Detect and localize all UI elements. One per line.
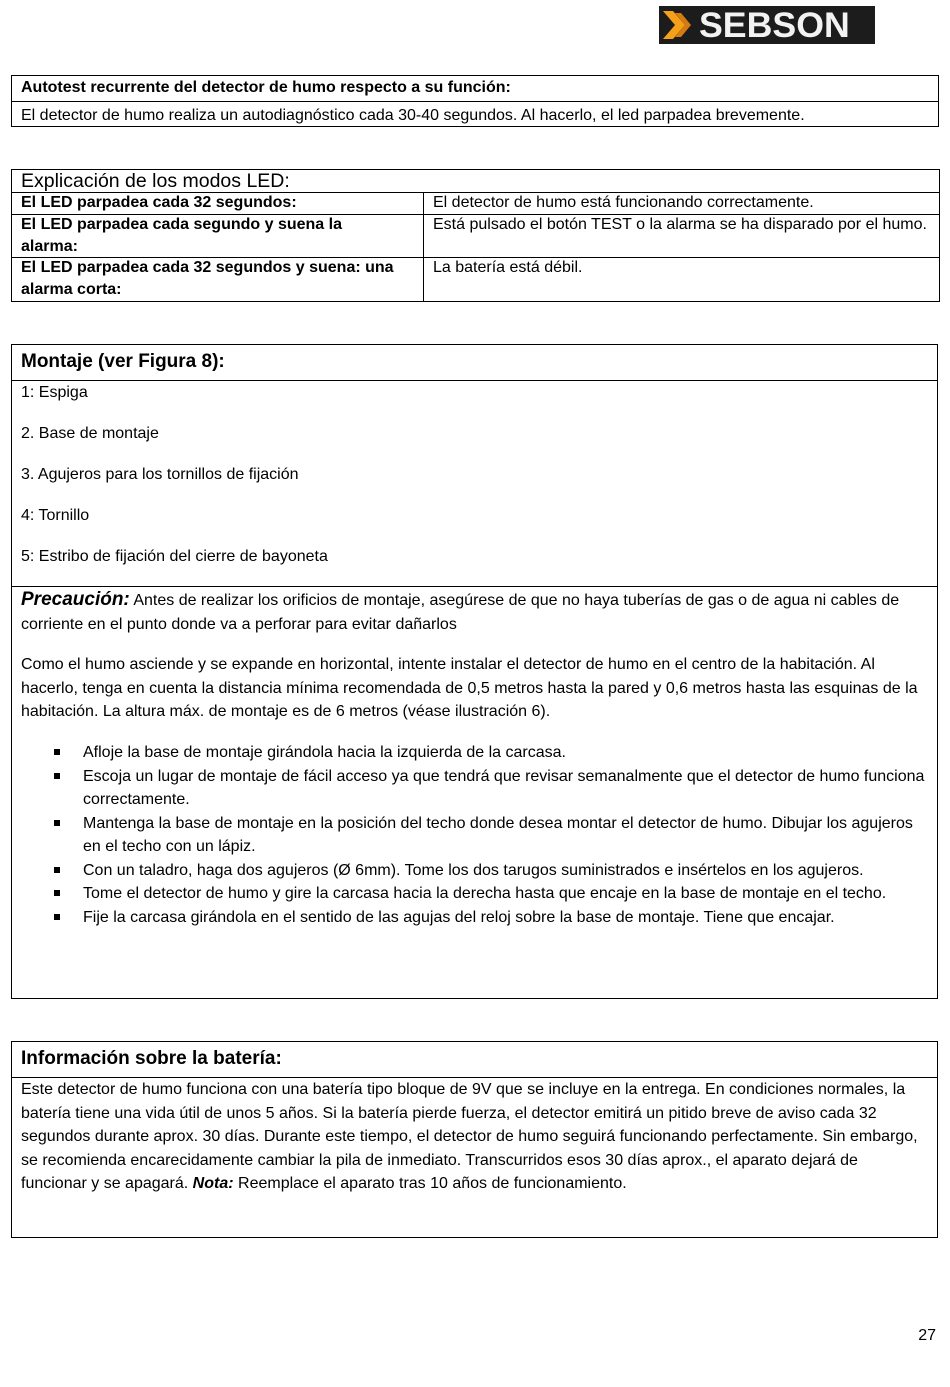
mounting-step: Tome el detector de humo y gire la carcasa hacia la derecha hasta que encaje en la base de montaje en el techo. (54, 882, 925, 906)
led-mode-1: El LED parpadea cada 32 segundos: (21, 194, 297, 211)
led-modes-heading: Explicación de los modos LED: (21, 170, 290, 192)
mounting-step: Afloje la base de montaje girándola hacia la izquierda de la carcasa. (54, 741, 925, 765)
led-meaning-2: Está pulsado el botón TEST o la alarma se ha disparado por el humo. (433, 216, 927, 233)
page-number: 27 (918, 1327, 936, 1344)
brand-name: SEBSON (699, 6, 850, 45)
chevron-logo-icon (661, 9, 701, 41)
mounting-section (11, 344, 938, 999)
led-meaning-3: La batería está débil. (433, 259, 583, 276)
mounting-step: Escoja un lugar de montaje de fácil acceso ya que tendrá que revisar semanalmente que el detector de humo funciona correctamente. (54, 765, 925, 812)
battery-paragraph (21, 1078, 927, 1196)
battery-note-text: Reemplace el aparato tras 10 años de funcionamiento. (233, 1175, 627, 1192)
led-meaning-1: El detector de humo está funcionando correctamente. (433, 194, 814, 211)
led-mode-2: El LED parpadea cada segundo y suena la alarma: (21, 216, 342, 255)
battery-note-label: Nota: (192, 1175, 234, 1192)
autotest-section (11, 75, 939, 127)
placement-paragraph: Como el humo asciende y se expande en horizontal, intente instalar el detector de humo en el centro de la habitación. Al hacerlo, tenga en cuenta la distancia mínima recomendada de 0,5 metros hasta la pared y 0,6 metros hasta las esquinas de la habitación. La altura máx. de montaje es de 6 metros (véase ilustración 6). (21, 656, 918, 720)
mounting-step: Con un taladro, haga dos agujeros (Ø 6mm). Tome los dos tarugos suministrados e insértelos en los agujeros. (54, 859, 925, 883)
battery-heading: Información sobre la batería: (21, 1048, 282, 1069)
led-modes-table (11, 169, 940, 302)
caution-label: Precaución: (21, 589, 130, 610)
mounting-part-2: 2. Base de montaje (21, 425, 159, 442)
mounting-part-4: 4: Tornillo (21, 507, 90, 524)
mounting-step: Mantenga la base de montaje en la posición del techo donde desea montar el detector de humo. Dibujar los agujeros en el techo con un lápiz. (54, 812, 925, 859)
caution-paragraph (21, 588, 929, 637)
led-mode-3: El LED parpadea cada 32 segundos y suena: una alarma corta: (21, 259, 394, 298)
brand-logo (659, 6, 875, 44)
mounting-part-5: 5: Estribo de fijación del cierre de bayoneta (21, 548, 328, 565)
caution-text: Antes de realizar los orificios de montaje, asegúrese de que no haya tuberías de gas o de agua ni cables de corriente en el punto donde va a perforar para evitar dañarlos (21, 592, 900, 633)
mounting-part-3: 3. Agujeros para los tornillos de fijación (21, 466, 299, 483)
mounting-steps-list (54, 741, 925, 929)
battery-section (11, 1041, 938, 1238)
mounting-heading: Montaje (ver Figura 8): (21, 351, 225, 372)
autotest-heading: Autotest recurrente del detector de humo respecto a su función: (21, 79, 511, 96)
battery-text: Este detector de humo funciona con una batería tipo bloque de 9V que se incluye en la entrega. En condiciones normales, la batería tiene una vida útil de unos 5 años. Si la batería pierde fuerza, el detector emitirá un pitido breve de aviso cada 32 segundos durante aprox. 30 días. Durante este tiempo, el detector de humo seguirá funcionando perfectamente. Sin embargo, se recomienda encarecidamente cambiar la pila de inmediato. Transcurridos esos 30 días aprox., el aparato dejará de funcionar y se apagará. (21, 1081, 918, 1192)
autotest-text: El detector de humo realiza un autodiagnóstico cada 30-40 segundos. Al hacerlo, el led parpadea brevemente. (21, 107, 805, 124)
mounting-part-1: 1: Espiga (21, 384, 88, 401)
mounting-step: Fije la carcasa girándola en el sentido de las agujas del reloj sobre la base de montaje. Tiene que encajar. (54, 906, 925, 930)
